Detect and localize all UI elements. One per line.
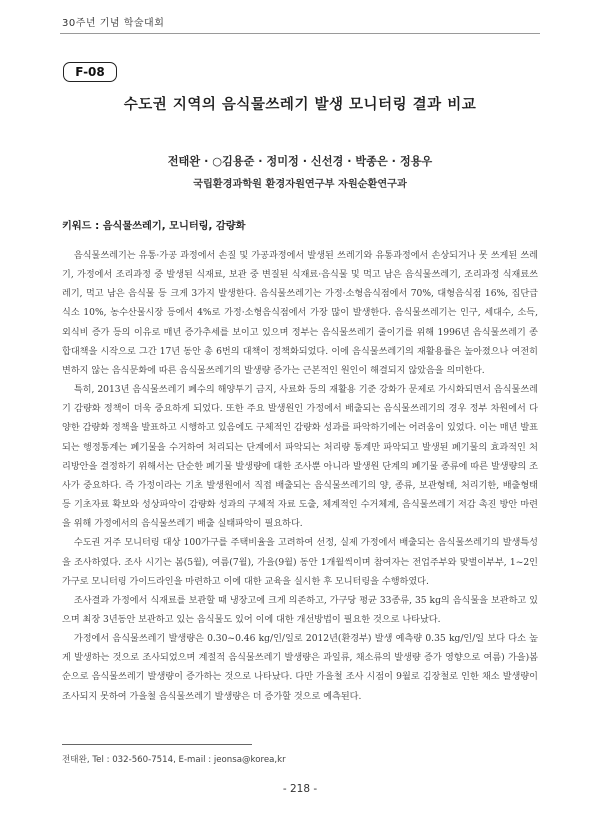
paper-id-badge: F-08 [63, 62, 117, 82]
affiliation: 국립환경과학원 환경자원연구부 자원순환연구과 [193, 179, 407, 190]
footnote-divider [62, 744, 252, 745]
author-list: 전태완 · ○김용준 · 정미정 · 신선경 · 박종은 · 정용우 [167, 155, 433, 168]
conference-header: 30주년 기념 학술대회 [62, 18, 165, 29]
footnote-contact: 전태완, Tel : 032-560-7514, E-mail : jeonsa@korea,kr [62, 755, 286, 765]
paragraph: 수도권 거주 모니터링 대상 100가구를 주택비율을 고려하여 선정, 실제 가정에서 배출되는 음식물쓰레기의 발생특성을 조사하였다. 조사 시기는 봄(5월), 여름(7월), 가을(9월) 동안 1개월씩이며 참여자는 전업주부와 맞벌이부부, 1~2인 가구로 모니터링 가이드라인을 마련하고 이에 대한 교육을 실시한 후 모니터링을 수행하였다. [62, 538, 538, 587]
paper-title: 수도권 지역의 음식물쓰레기 발생 모니터링 결과 비교 [123, 97, 477, 113]
paragraph: 조사결과 가정에서 식재료를 보관할 때 냉장고에 크게 의존하고, 가구당 평균 33종류, 35 kg의 음식물을 보관하고 있으며 최장 3년동안 보관하고 있는 음식물도 있어 이에 대한 개선방법이 필요한 것으로 나타났다. [62, 595, 538, 625]
paragraph: 가정에서 음식물쓰레기 발생량은 0.30~0.46 kg/인/일로 2012년(환경부) 발생 예측량 0.35 kg/인/일 보다 다소 높게 발생하는 것으로 조사되었으며 계절적 음식물쓰레기 발생량은 과일류, 채소류의 발생량 증가 영향으로 여름) 가을)봄 순으로 음식물쓰레기 발생량이 증가하는 것으로 나타났다. 다만 가을철 조사 시점이 9월로 김장철로 인한 채소 발생량이 조사되지 못하여 가을철 음식물쓰레기 발생량은 더 증가할 것으로 예측된다. [62, 634, 538, 702]
keywords: 키워드 : 음식물쓰레기, 모니터링, 감량화 [62, 221, 246, 232]
page-number: - 218 - [282, 783, 318, 795]
paragraph: 특히, 2013년 음식물쓰레기 폐수의 해양투기 금지, 사료화 등의 재활용 기준 강화가 문제로 가시화되면서 음식물쓰레기 감량화 정책이 더욱 중요하게 되었다. 또한 주요 발생원인 가정에서 배출되는 음식물쓰레기의 경우 정부 차원에서 다양한 감량화 정책을 발표하고 시행하고 있음에도 구체적인 감량화 성과를 파악하기에는 어려움이 있었다. 이는 매년 발표되는 행정통계는 폐기물을 수거하여 처리되는 단계에서 파악되는 처리량 통계만 파악되고 발생된 폐기물의 효과적인 처리방안을 결정하기 위해서는 단순한 폐기물 발생량에 대한 조사뿐 아니라 발생원 단계의 폐기물 종류에 따른 발생량의 조사가 중요하다. 즉 가정이라는 기초 발생원에서 직접 배출되는 음식물쓰레기의 양, 종류, 보관형태, 처리기한, 배출형태 등 기초자료 확보와 성상파악이 감량화 성과의 구체적 자료 도출, 체계적인 수거체계, 음식물쓰레기 저감 촉진 방안 마련을 위해 가정에서의 음식물쓰레기 배출 실태파악이 필요하다. [62, 385, 538, 530]
abstract-body [62, 247, 538, 707]
header-divider [60, 33, 540, 34]
paragraph: 음식물쓰레기는 유통·가공 과정에서 손질 및 가공과정에서 발생된 쓰레기와 유통과정에서 손상되거나 못 쓰게된 쓰레기, 가정에서 조리과정 중 발생된 식재료, 보관 중 변질된 식재료·음식물 및 먹고 남은 음식물쓰레기, 조리과정 식재료쓰레기, 먹고 남은 음식물 등 크게 3가지 발생한다. 음식물쓰레기는 가정·소형음식점에서 70%, 대형음식점 16%, 집단급식소 10%, 농수산물시장 등에서 4%로 가정·소형음식점에서 가장 많이 발생한다. 음식물쓰레기는 인구, 세대수, 소득, 외식비 증가 등의 이유로 매년 증가추세를 보이고 있으며 정부는 음식물쓰레기 줄이기를 위해 1996년 음식물쓰레기 종합대책을 시작으로 그간 17년 동안 총 6번의 대책이 정책화되었다. 이에 음식물쓰레기의 재활용률은 높아졌으나 여전히 변하지 않는 음식문화에 따른 음식물쓰레기의 발생량 증가는 근본적인 원인이 해결되지 않았음을 의미한다. [62, 251, 538, 376]
